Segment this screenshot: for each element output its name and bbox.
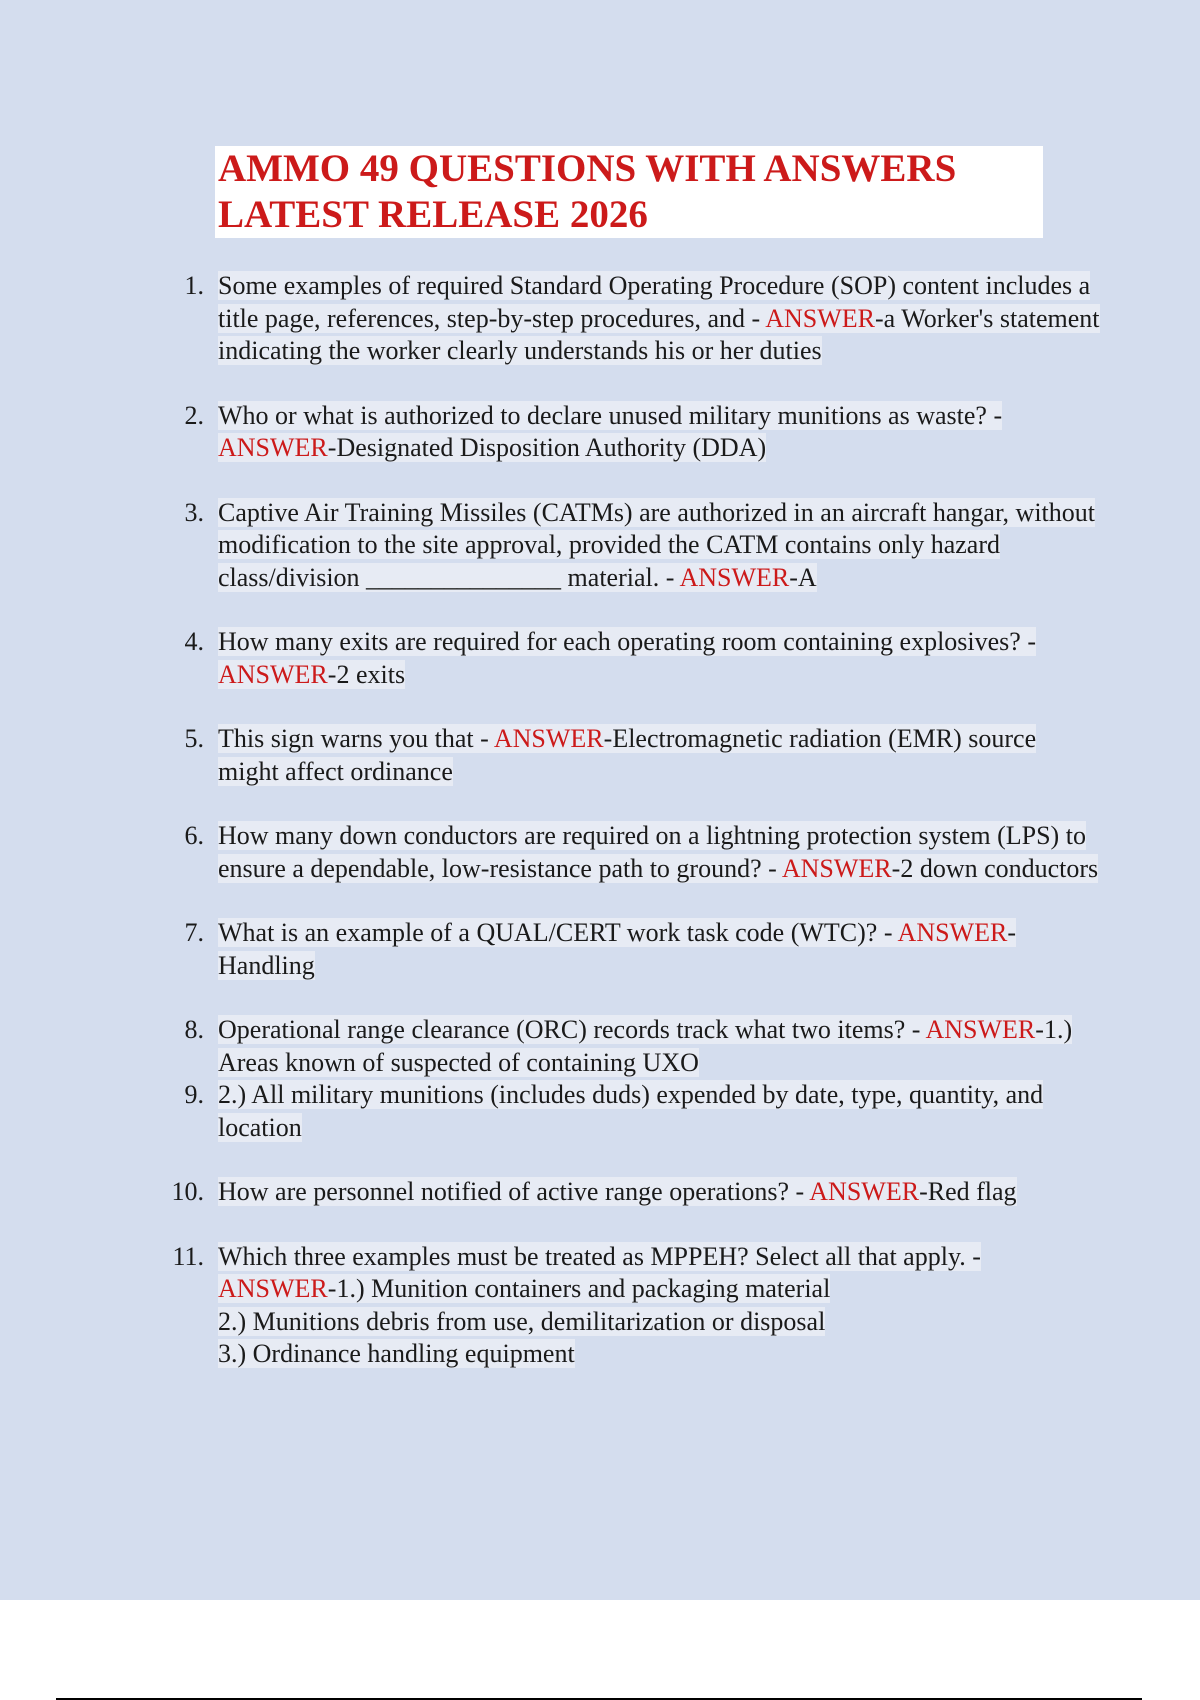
qa-item: 4. How many exits are required for each operating room containing explosives? - ANSWER-2 exits (0, 626, 1200, 691)
qa-item: 6. How many down conductors are required on a lightning protection system (LPS) to ensure a dependable, low-resistance path to ground? - ANSWER-2 down conductors (0, 820, 1200, 885)
answer-text: Handling (218, 950, 315, 980)
question-text: Captive Air Training Missiles (CATMs) are authorized in an aircraft hangar, without modification to the site approval, provided the CATM contains only hazard class/division _______________ material. - (218, 497, 1096, 592)
question-text: Who or what is authorized to declare unused military munitions as waste? - (218, 400, 1003, 430)
item-number: 3. (184, 497, 204, 527)
question-text: What is an example of a QUAL/CERT work task code (WTC)? - (218, 918, 898, 947)
answer-label: ANSWER (218, 433, 328, 462)
question-text: How many down conductors are required on a lightning protection system (LPS) to ensure a dependable, low-resistance path to ground? - (218, 821, 1086, 883)
item-number: 6. (184, 821, 204, 850)
answer-text-line-3: 3.) Ordinance handling equipment (218, 1339, 575, 1368)
question-text: Some examples of required Standard Operating Procedure (SOP) content includes a title page, references, step-by-step procedures, and - (218, 271, 1091, 333)
qa-item: 2. Who or what is authorized to declare unused military munitions as waste? - ANSWER-Designated Disposition Authority (DDA) (0, 400, 1200, 465)
answer-label: ANSWER (679, 562, 790, 592)
answer-label: ANSWER (897, 918, 1008, 947)
question-text: How many exits are required for each operating room containing explosives? - (218, 627, 1036, 656)
answer-label: ANSWER (218, 659, 328, 689)
qa-item: 11. Which three examples must be treated as MPPEH? Select all that apply. - ANSWER-1.) Munition containers and packaging material 2.) Munitions debris from use, demilitarization or disposal 3.) Ordinance handling equipment (0, 1241, 1200, 1371)
qa-item: 8. Operational range clearance (ORC) records track what two items? - ANSWER-1.) Areas known of suspected of containing UXO (0, 1014, 1200, 1079)
answer-label: ANSWER (493, 724, 604, 753)
item-number: 5. (184, 724, 204, 753)
question-text: Operational range clearance (ORC) records track what two items? - (218, 1015, 926, 1044)
answer-text: 1.) Areas known of suspected of containing UXO (218, 1015, 1073, 1077)
item-number: 11. (172, 1241, 204, 1271)
item-number: 7. (184, 918, 204, 947)
item-number: 8. (184, 1015, 204, 1044)
qa-item: 5. This sign warns you that - ANSWER-Electromagnetic radiation (EMR) source might affect ordinance (0, 723, 1200, 788)
answer-text: A (797, 562, 817, 592)
item-number: 4. (184, 627, 204, 656)
answer-text-line-2: 2.) Munitions debris from use, demilitarization or disposal (218, 1306, 826, 1336)
qa-item: 1. Some examples of required Standard Operating Procedure (SOP) content includes a title page, references, step-by-step procedures, and - ANSWER-a Worker's statement indicating the worker clearly understands his or her duties (0, 270, 1200, 368)
qa-list (0, 270, 1200, 1403)
item-number: 1. (184, 271, 204, 300)
title-line-1: AMMO 49 QUESTIONS WITH ANSWERS (218, 147, 957, 190)
qa-item: 3. Captive Air Training Missiles (CATMs) are authorized in an aircraft hangar, without modification to the site approval, provided the CATM contains only hazard class/division _______________ material. - ANSWER-A (0, 497, 1200, 595)
answer-text: 2 down conductors (900, 853, 1099, 883)
answer-label: ANSWER (781, 853, 892, 883)
question-text: Which three examples must be treated as MPPEH? Select all that apply. - (218, 1241, 981, 1271)
answer-label: ANSWER (218, 1274, 328, 1303)
item-number: 9. (184, 1080, 204, 1109)
answer-text: Red flag (927, 1177, 1017, 1206)
answer-text: Electromagnetic radiation (EMR) source might affect ordinance (218, 724, 1037, 786)
answer-text: 1.) Munition containers and packaging material (336, 1274, 831, 1303)
qa-item: 7. What is an example of a QUAL/CERT work task code (WTC)? - ANSWER-Handling (0, 917, 1200, 982)
qa-item: 10. How are personnel notified of active range operations? - ANSWER-Red flag (0, 1176, 1200, 1209)
question-text: How are personnel notified of active range operations? - (218, 1177, 810, 1206)
page-title (218, 146, 956, 238)
answer-label: ANSWER (765, 303, 875, 333)
answer-label: ANSWER (809, 1177, 920, 1206)
title-line-2: LATEST RELEASE 2026 (218, 193, 648, 236)
answer-label: ANSWER (925, 1015, 1036, 1044)
answer-text: Designated Disposition Authority (DDA) (336, 433, 767, 462)
question-text: This sign warns you that - (218, 724, 494, 753)
answer-text: 2.) All military munitions (includes duds) expended by date, type, quantity, and location (218, 1080, 1044, 1142)
answer-text: 2 exits (336, 659, 406, 689)
qa-item (0, 1079, 1200, 1144)
answer-text: a Worker's statement indicating the worker clearly understands his or her duties (218, 303, 1100, 365)
item-number: 2. (184, 400, 204, 430)
item-number: 10. (171, 1177, 204, 1206)
